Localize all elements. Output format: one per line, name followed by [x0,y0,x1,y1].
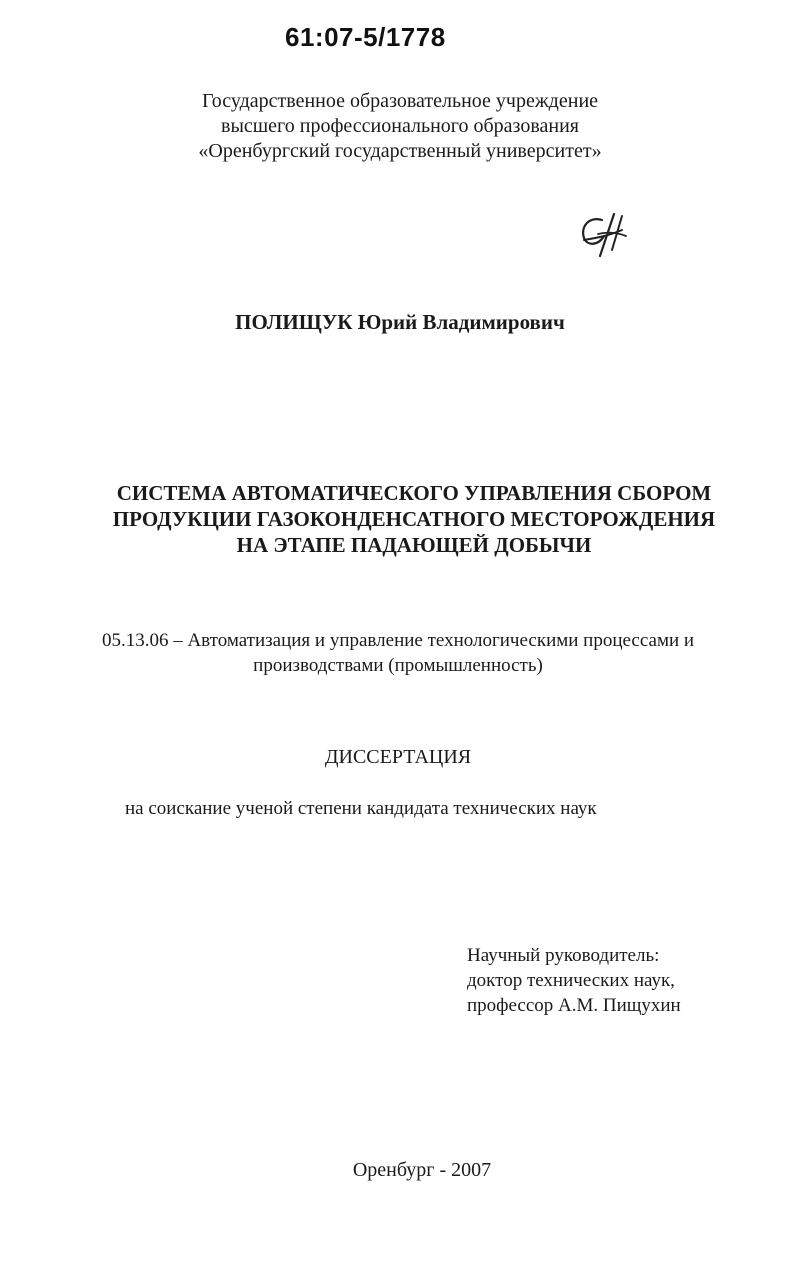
degree-description: на соискание ученой степени кандидата технических наук [125,798,597,819]
institution-line: «Оренбургский государственный университет» [198,140,602,162]
advisor-degree: доктор технических наук, [467,970,675,991]
institution-line: высшего профессионального образования [221,115,579,137]
institution-line: Государственное образовательное учреждение [201,90,599,112]
registry-number: 61:07-5/1778 [285,22,446,52]
author-name: ПОЛИЩУК Юрий Владимирович [235,310,565,334]
dissertation-title-line: НА ЭТАПЕ ПАДАЮЩЕЙ ДОБЫЧИ [236,533,592,557]
place-and-year: Оренбург - 2007 [352,1159,492,1181]
advisor-name: профессор А.М. Пищухин [467,995,681,1016]
handwritten-signature [572,210,632,258]
specialty-code-line: производствами (промышленность) [253,655,543,676]
dissertation-title-line: СИСТЕМА АВТОМАТИЧЕСКОГО УПРАВЛЕНИЯ СБОРОМ [116,481,712,505]
specialty-code-line: 05.13.06 – Автоматизация и управление технологическими процессами и [101,630,695,651]
dissertation-title-line: ПРОДУКЦИИ ГАЗОКОНДЕНСАТНОГО МЕСТОРОЖДЕНИЯ [112,507,716,531]
document-type: ДИССЕРТАЦИЯ [324,746,472,768]
advisor-label: Научный руководитель: [467,945,660,966]
